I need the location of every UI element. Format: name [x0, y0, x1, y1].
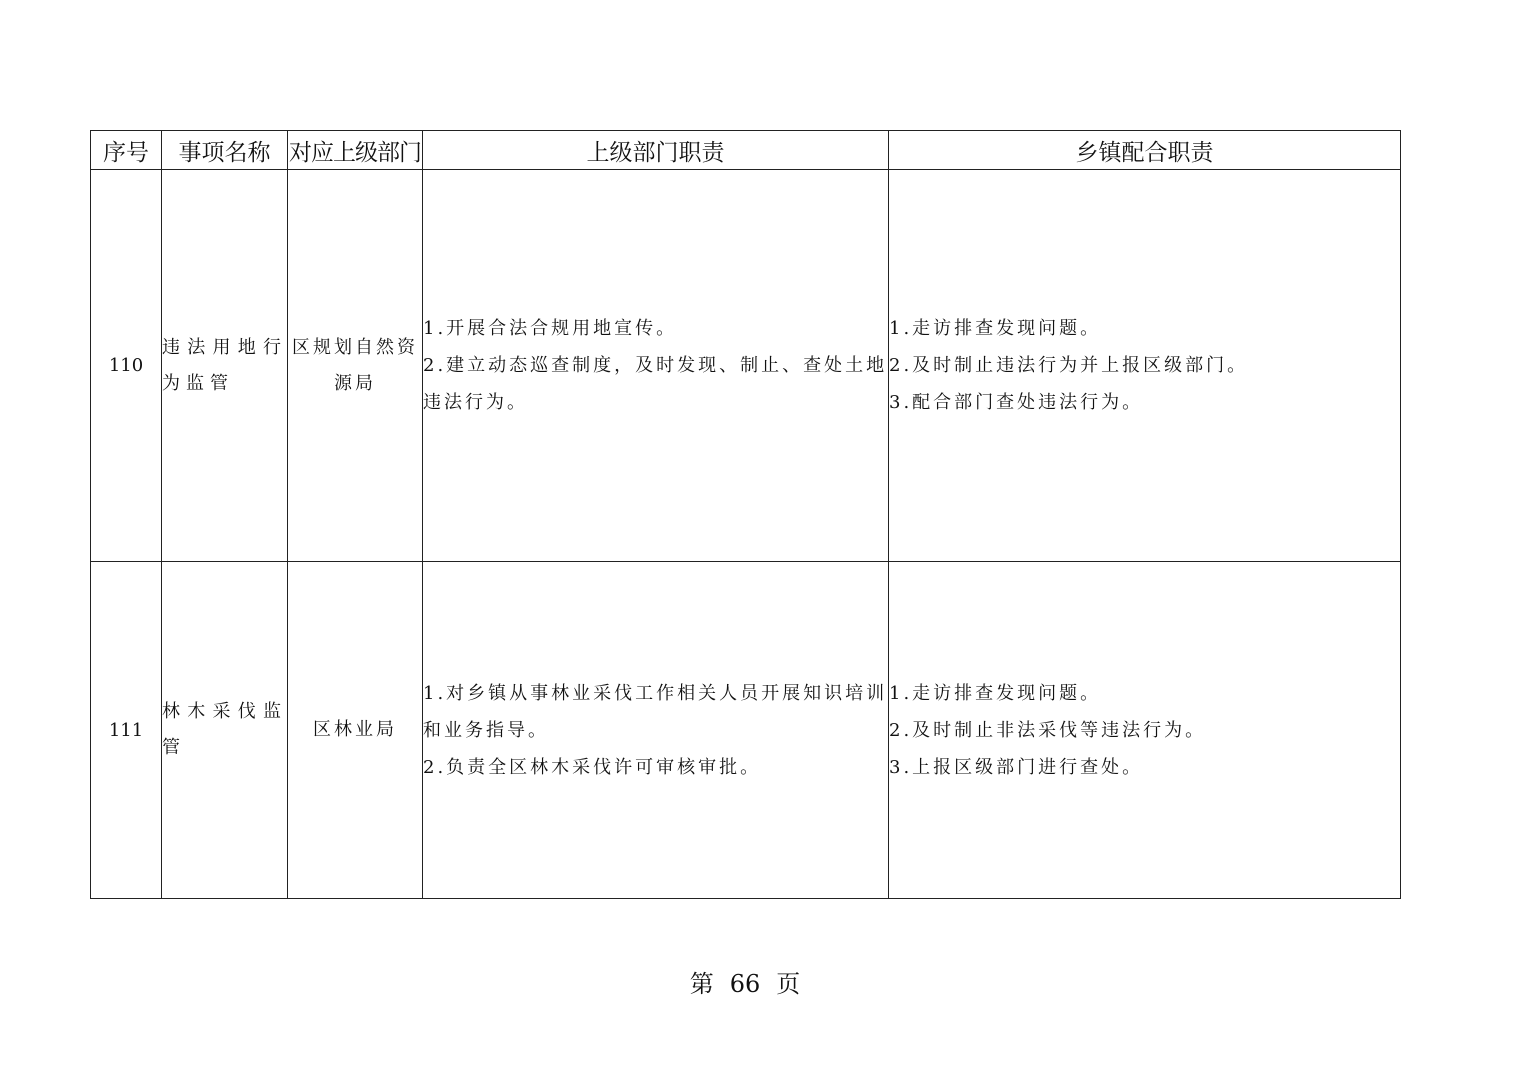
- header-item-name: 事项名称: [162, 131, 288, 170]
- duty-line: 1.开展合法合规用地宣传。: [423, 318, 678, 339]
- row-item-name: [162, 562, 288, 899]
- row-upper-dept: 区规划自然资源局: [288, 170, 423, 562]
- page-number-value: 66: [729, 970, 761, 998]
- table-row: [91, 170, 1401, 562]
- row-item-name-text: 林木采伐监管: [162, 701, 287, 758]
- table-header-row: [91, 131, 1401, 170]
- row-town-duties: [889, 562, 1401, 899]
- duty-line: 1.走访排查发现问题。: [889, 682, 1102, 704]
- header-town-duties: 乡镇配合职责: [889, 131, 1401, 170]
- row-item-name-text: 违法用地行为监管: [162, 336, 287, 394]
- row-town-duties: [889, 170, 1401, 562]
- header-index: 序号: [91, 131, 162, 170]
- duty-line: 1.对乡镇从事林业采伐工作相关人员开展知识培训和业务指导。: [423, 682, 888, 741]
- page-number-suffix: 页: [776, 970, 801, 998]
- duty-line: 2.建立动态巡查制度，及时发现、制止、查处土地违法行为。: [423, 355, 888, 413]
- header-upper-dept: 对应上级部门: [288, 131, 423, 170]
- row-item-name: [162, 170, 288, 562]
- row-upper-duties: [423, 562, 889, 899]
- duty-line: 2.负责全区林木采伐许可审核审批。: [423, 756, 762, 778]
- row-upper-dept: 区林业局: [288, 562, 423, 899]
- row-index: 110: [91, 170, 162, 562]
- row-index: 111: [91, 562, 162, 899]
- duty-line: 3.上报区级部门进行查处。: [889, 756, 1144, 778]
- page-number: [0, 964, 1490, 999]
- duty-line: 3.配合部门查处违法行为。: [889, 392, 1144, 413]
- row-upper-duties: [423, 170, 889, 562]
- table-row: [91, 562, 1401, 899]
- responsibility-table: [90, 130, 1401, 899]
- duty-line: 2.及时制止非法采伐等违法行为。: [889, 719, 1207, 741]
- page-number-prefix: 第: [689, 970, 714, 998]
- header-upper-duties: 上级部门职责: [423, 131, 889, 170]
- duty-line: 2.及时制止违法行为并上报区级部门。: [889, 355, 1249, 376]
- duty-line: 1.走访排查发现问题。: [889, 318, 1102, 339]
